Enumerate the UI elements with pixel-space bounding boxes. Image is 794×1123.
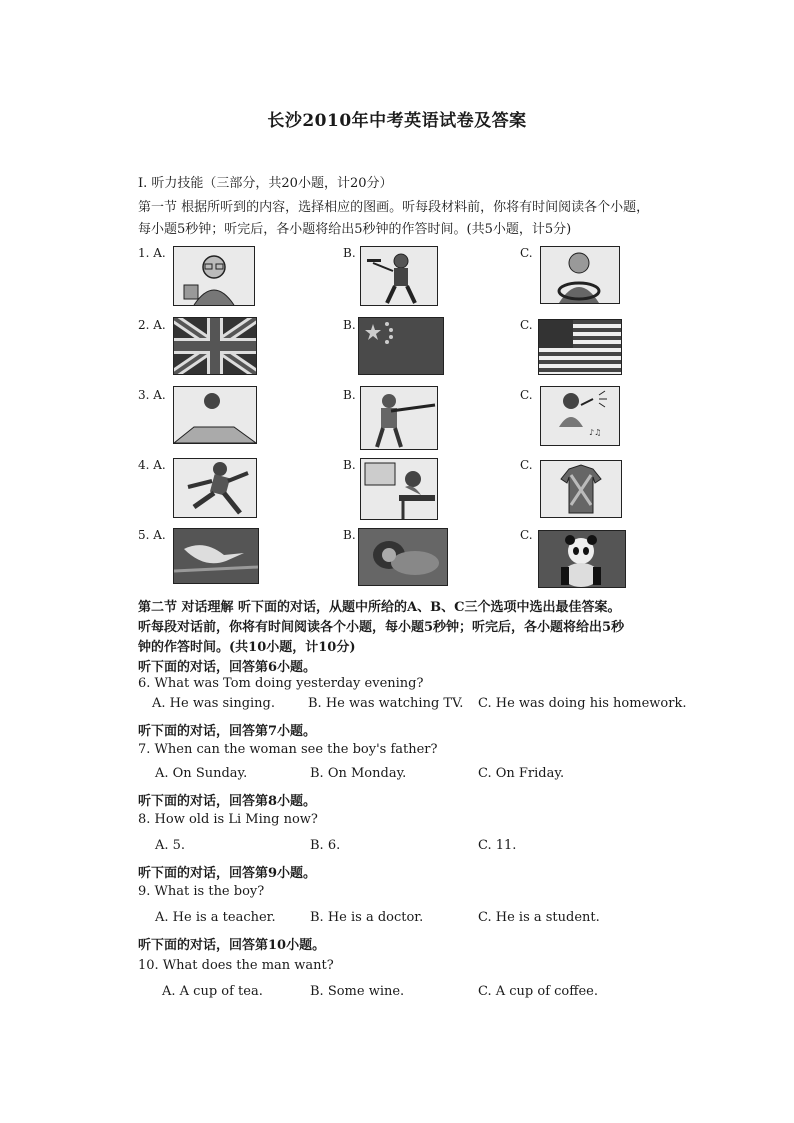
- q3-label-b: B.: [343, 388, 356, 402]
- q1-label-a: 1. A.: [138, 246, 166, 260]
- q9-question: 9. What is the boy?: [138, 884, 265, 899]
- q6-intro: 听下面的对话，回答第6小题。: [138, 660, 317, 675]
- q9-option-a: A. He is a teacher.: [155, 910, 276, 925]
- svg-text:♪♫: ♪♫: [589, 428, 602, 437]
- q10-option-b: B. Some wine.: [310, 984, 405, 999]
- section1-heading: I. 听力技能（三部分，共20小题，计20分）: [138, 176, 393, 191]
- q7-option-c: C. On Friday.: [478, 766, 565, 781]
- q4-label-a: 4. A.: [138, 458, 166, 472]
- q8-option-b: B. 6.: [310, 838, 341, 853]
- q7-question: 7. When can the woman see the boy's father?: [138, 742, 438, 757]
- student-at-desk-icon: [360, 458, 438, 520]
- q7-option-a: A. On Sunday.: [155, 766, 248, 781]
- q8-option-c: C. 11.: [478, 838, 517, 853]
- q8-option-a: A. 5.: [155, 838, 186, 853]
- q6-option-c: C. He was doing his homework.: [478, 696, 687, 711]
- q10-option-c: C. A cup of coffee.: [478, 984, 599, 999]
- q9-intro: 听下面的对话，回答第9小题。: [138, 866, 317, 881]
- sick-man-icon: [173, 386, 257, 444]
- q10-intro: 听下面的对话，回答第10小题。: [138, 938, 326, 953]
- q5-label-c: C.: [520, 528, 533, 542]
- soldier-with-rifle-icon: [360, 386, 438, 450]
- q2-label-a: 2. A.: [138, 318, 166, 332]
- runner-icon: [173, 458, 257, 518]
- section2-instruction-line1: 第二节 对话理解 听下面的对话，从题中所给的A、B、C三个选项中选出最佳答案。: [138, 600, 621, 615]
- q7-intro: 听下面的对话，回答第7小题。: [138, 724, 317, 739]
- panda-icon: [538, 530, 626, 588]
- q9-option-b: B. He is a doctor.: [310, 910, 424, 925]
- q4-label-c: C.: [520, 458, 533, 472]
- q1-label-c: C.: [520, 246, 533, 260]
- part1-instruction-line2: 每小题5秒钟；听完后，各小题将给出5秒钟的作答时间。(共5小题，计5分): [138, 222, 572, 237]
- waiter-with-tray-icon: [360, 246, 438, 306]
- q4-label-b: B.: [343, 458, 356, 472]
- clothes-icon: [540, 460, 622, 518]
- q2-label-c: C.: [520, 318, 533, 332]
- q1-label-b: B.: [343, 246, 356, 260]
- q10-question: 10. What does the man want?: [138, 958, 334, 973]
- driver-at-wheel-icon: [540, 246, 620, 304]
- q10-option-a: A. A cup of tea.: [162, 984, 263, 999]
- q9-option-c: C. He is a student.: [478, 910, 600, 925]
- section2-instruction-line2: 听每段对话前，你将有时间阅读各个小题，每小题5秒钟；听完后，各小题将给出5秒: [138, 620, 625, 635]
- china-flag-icon: [358, 317, 444, 375]
- q8-question: 8. How old is Li Ming now?: [138, 812, 318, 827]
- q6-option-a: A. He was singing.: [152, 696, 276, 711]
- q6-question: 6. What was Tom doing yesterday evening?: [138, 676, 424, 691]
- q6-option-b: B. He was watching TV.: [308, 696, 464, 711]
- q8-intro: 听下面的对话，回答第8小题。: [138, 794, 317, 809]
- uk-flag-icon: [173, 317, 257, 375]
- q3-label-c: C.: [520, 388, 533, 402]
- lion-icon: [358, 528, 448, 586]
- page-title: 长沙2010年中考英语试卷及答案: [267, 111, 527, 131]
- q5-label-b: B.: [343, 528, 356, 542]
- section2-instruction-line3: 钟的作答时间。(共10小题，计10分): [138, 640, 356, 655]
- man-with-glasses-icon: [173, 246, 255, 306]
- q3-label-a: 3. A.: [138, 388, 166, 402]
- bird-icon: [173, 528, 259, 584]
- q2-label-b: B.: [343, 318, 356, 332]
- singer-with-microphone-icon: [540, 386, 620, 446]
- q7-option-b: B. On Monday.: [310, 766, 407, 781]
- q5-label-a: 5. A.: [138, 528, 166, 542]
- usa-flag-icon: [538, 319, 622, 375]
- part1-instruction-line1: 第一节 根据所听到的内容，选择相应的图画。听每段材料前，你将有时间阅读各个小题，: [138, 200, 650, 215]
